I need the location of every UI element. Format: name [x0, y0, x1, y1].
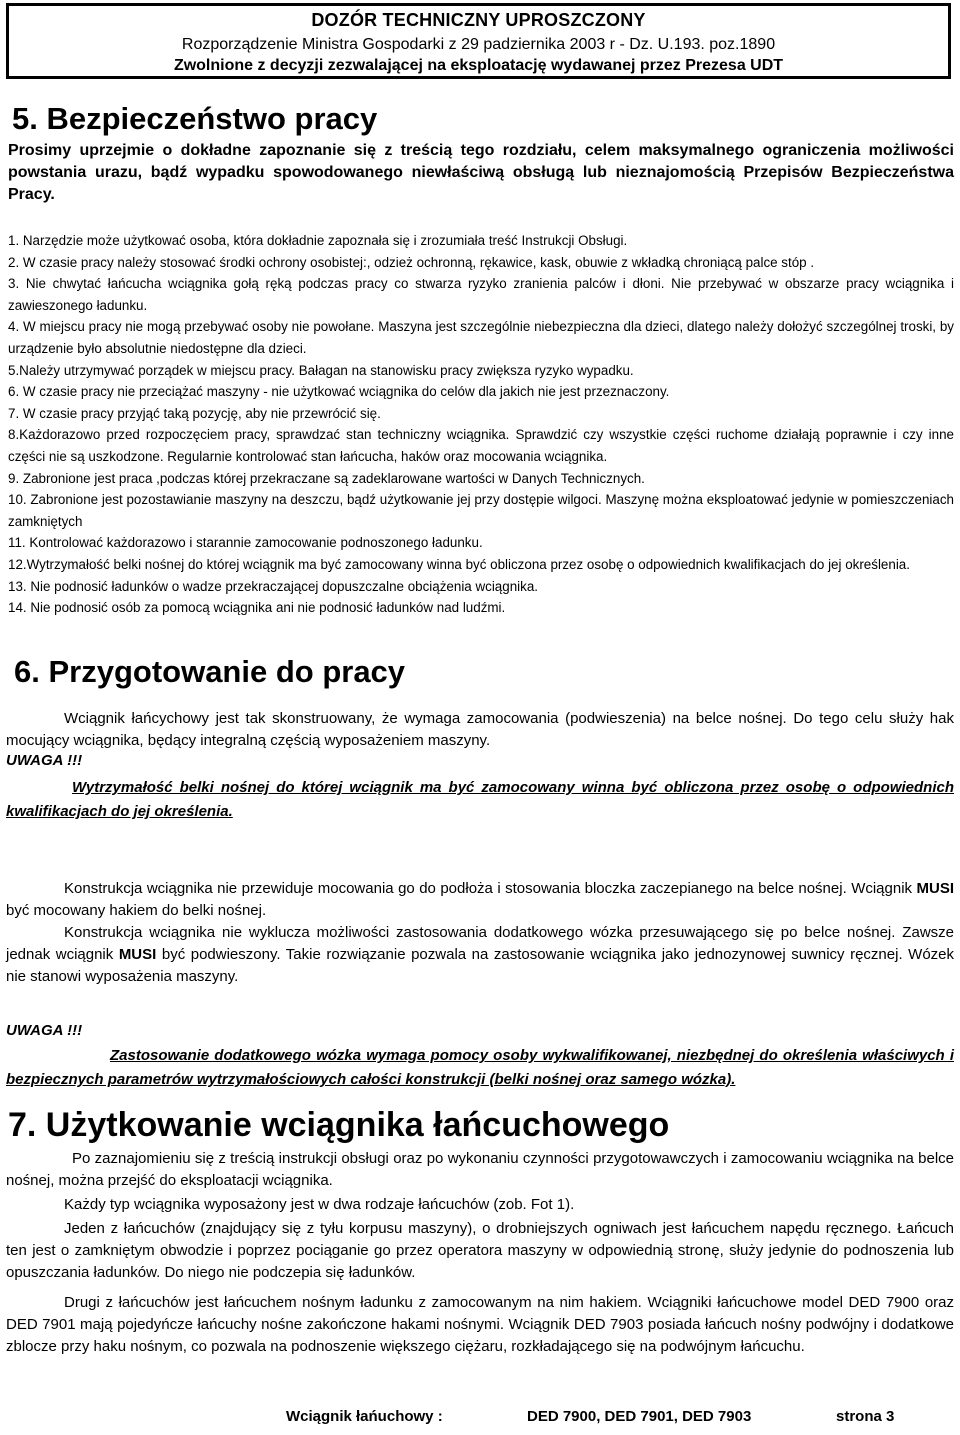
safety-rule: 9. Zabronione jest praca ,podczas której przekraczane są zadeklarowane wartości w Danych Technicznych. — [8, 470, 645, 486]
safety-rule: 3. Nie chwytać łańcucha wciągnika gołą ręką podczas pracy co stwarza ryzyko zranienia palców i dłoni. Nie przebywać w obszarze pracy wciągnika i zawieszonego ładunku. — [8, 276, 954, 313]
warning-text: Zastosowanie dodatkowego wózka wymaga pomocy osoby wykwalifikowanej, niezbędnej do określenia właściwych i bezpiecznych parametrów wytrzymałościowych całości konstrukcji (belki nośnej oraz samego wózka). — [6, 1047, 954, 1088]
page-number: strona 3 — [836, 1408, 895, 1425]
safety-rule: 13. Nie podnosić ładunków o wadze przekraczającej dopuszczalne obciążenia wciągnika. — [8, 578, 538, 594]
safety-rule: 7. W czasie pracy przyjąć taką pozycję, aby nie przewrócić się. — [8, 405, 381, 421]
safety-rule: 4. W miejscu pracy nie mogą przebywać osoby nie powołane. Maszyna jest szczególnie niebezpieczna dla dzieci, dlatego należy dołożyć szczególnej troski, by urządzenie było absolutnie niedostępne dla dzieci. — [8, 319, 954, 356]
safety-rule: 1. Narzędzie może użytkować osoba, która dokładnie zapoznała się i zrozumiała treść Instrukcji Obsługi. — [8, 233, 628, 248]
emphasis-musi: MUSI — [118, 946, 157, 963]
safety-rule: 6. W czasie pracy nie przeciążać maszyny - nie użytkować wciągnika do celów dla jakich nie jest przeznaczony. — [8, 384, 670, 400]
safety-rule: 5.Należy utrzymywać porządek w miejscu pracy. Bałagan na stanowisku pracy zwiększa ryzyko wypadku. — [8, 362, 634, 378]
header-exemption: Zwolnione z decyzji zezwalającej na eksploatację wydawanej przez Prezesa UDT — [173, 57, 784, 74]
safety-rule: 2. W czasie pracy należy stosować środki ochrony osobistej:, odzież ochronną, rękawice, kask, obuwie z wkładką chroniącą palce stóp . — [8, 254, 815, 270]
section-5-intro: Prosimy uprzejmie o dokładne zapoznanie się z treścią tego rozdziału, celem maksymalnego ograniczenia możliwości powstania urazu, bądź wypadku spowodowanego niewłaściwą obsługą lub nieznajomością Przepisów Bezpieczeństwa Pracy. — [8, 142, 954, 203]
footer-models: DED 7900, DED 7901, DED 7903 — [527, 1408, 752, 1425]
safety-rule: 12.Wytrzymałość belki nośnej do której wciągnik ma być zamocowany winna być obliczona przez osobę o odpowiednich kwalifikacjach do jej określenia. — [8, 556, 910, 572]
section-6-paragraph: Konstrukcja wciągnika nie wyklucza możliwości zastosowania dodatkowego wózka przesuwającego się po belce nośnej. Zawsze jednak wciągnik MUSI być podwieszony. Takie rozwiązanie pozwala na zastosowanie wciągnika jako jednozynowej suwnicy ręcznej. Wózek nie stanowi wyposażenia maszyny. — [6, 924, 954, 985]
section-6-title: 6. Przygotowanie do pracy — [14, 654, 406, 689]
section-6-paragraph: Konstrukcja wciągnika nie przewiduje mocowania go do podłoża i stosowania bloczka zaczepianego na belce nośnej. Wciągnik MUSI być mocowany hakiem do belki nośnej. — [6, 880, 954, 919]
emphasis-musi: MUSI — [916, 880, 954, 897]
safety-rule: 8.Każdorazowo przed rozpoczęciem pracy, sprawdzać stan techniczny wciągnika. Sprawdzić czy wszystkie części ruchome działają poprawnie i czy inne części nie są uszkodzone. Regularnie kontrolować stan łańcucha, haków oraz mocowania wciągnika. — [8, 427, 954, 464]
header-regulation: Rozporządzenie Ministra Gospodarki z 29 padziernika 2003 r - Dz. U.193. poz.1890 — [181, 36, 776, 53]
section-6-paragraph: Wciągnik łańcychowy jest tak skonstruowany, że wymaga zamocowania (podwieszenia) na belce nośnej. Do tego celu służy hak mocujący wciągnika, będący integralną częścią wyposażeniem maszyny. — [6, 710, 954, 749]
section-7-paragraph: Drugi z łańcuchów jest łańcuchem nośnym ładunku z zamocowanym na nim hakiem. Wciągniki łańcuchowe model DED 7900 oraz DED 7901 mają pojedyńcze łańcuchy nośne zakończone hakami nośnymi. Wciągnik DED 7903 posiada łańcuch nośny podwójny i dodatkowe zblocze przy haku nośnym, co pozwala na podnoszenie większego ciężaru, rozkładającego się na podwójnym łańcuchu. — [6, 1294, 954, 1355]
section-7-paragraph: Każdy typ wciągnika wyposażony jest w dwa rodzaje łańcuchów (zob. Fot 1). — [64, 1196, 575, 1213]
warning-text: Wytrzymałość belki nośnej do której wciągnik ma być zamocowany winna być obliczona przez osobę o odpowiednich kwalifikacjach do jej określenia. — [6, 779, 954, 820]
regulation-header — [6, 3, 951, 79]
warning-label: UWAGA !!! — [6, 752, 83, 769]
safety-rule: 10. Zabronione jest pozostawianie maszyny na deszczu, bądź użytkowanie jej przy dostępie wilgoci. Maszynę można eksploatować jedynie w pomieszczeniach zamkniętych — [8, 492, 954, 529]
section-7-paragraph: Po zaznajomieniu się z treścią instrukcji obsługi oraz po wykonaniu czynności przygotowawczych i zamocowaniu wciągnika na belce nośnej, można przejść do eksploatacji wciągnika. — [6, 1150, 954, 1189]
page-footer — [0, 1408, 960, 1432]
section-7-paragraph: Jeden z łańcuchów (znajdujący się z tyłu korpusu maszyny), o drobniejszych ogniwach jest łańcuchem napędu ręcznego. Łańcuch ten jest o zamkniętym obwodzie i poprzez pociąganie go przez operatora maszyny w odpowiednią stronę, służy jedynie do podnoszenia lub opuszczania ładunków. Do niego nie podczepia się ładunków. — [6, 1220, 954, 1281]
safety-rules-list — [8, 230, 954, 619]
safety-rule: 14. Nie podnosić osób za pomocą wciągnika ani nie podnosić ładunków nad ludźmi. — [8, 600, 506, 616]
footer-product-label: Wciągnik łańuchowy : — [286, 1408, 443, 1425]
section-7-title: 7. Użytkowanie wciągnika łańcuchowego — [8, 1106, 670, 1144]
safety-rule: 11. Kontrolować każdorazowo i starannie zamocowanie podnoszonego ładunku. — [8, 535, 483, 551]
section-5-title: 5. Bezpieczeństwo pracy — [12, 101, 378, 136]
warning-label: UWAGA !!! — [6, 1022, 83, 1039]
header-title: DOZÓR TECHNICZNY UPROSZCZONY — [311, 10, 646, 30]
